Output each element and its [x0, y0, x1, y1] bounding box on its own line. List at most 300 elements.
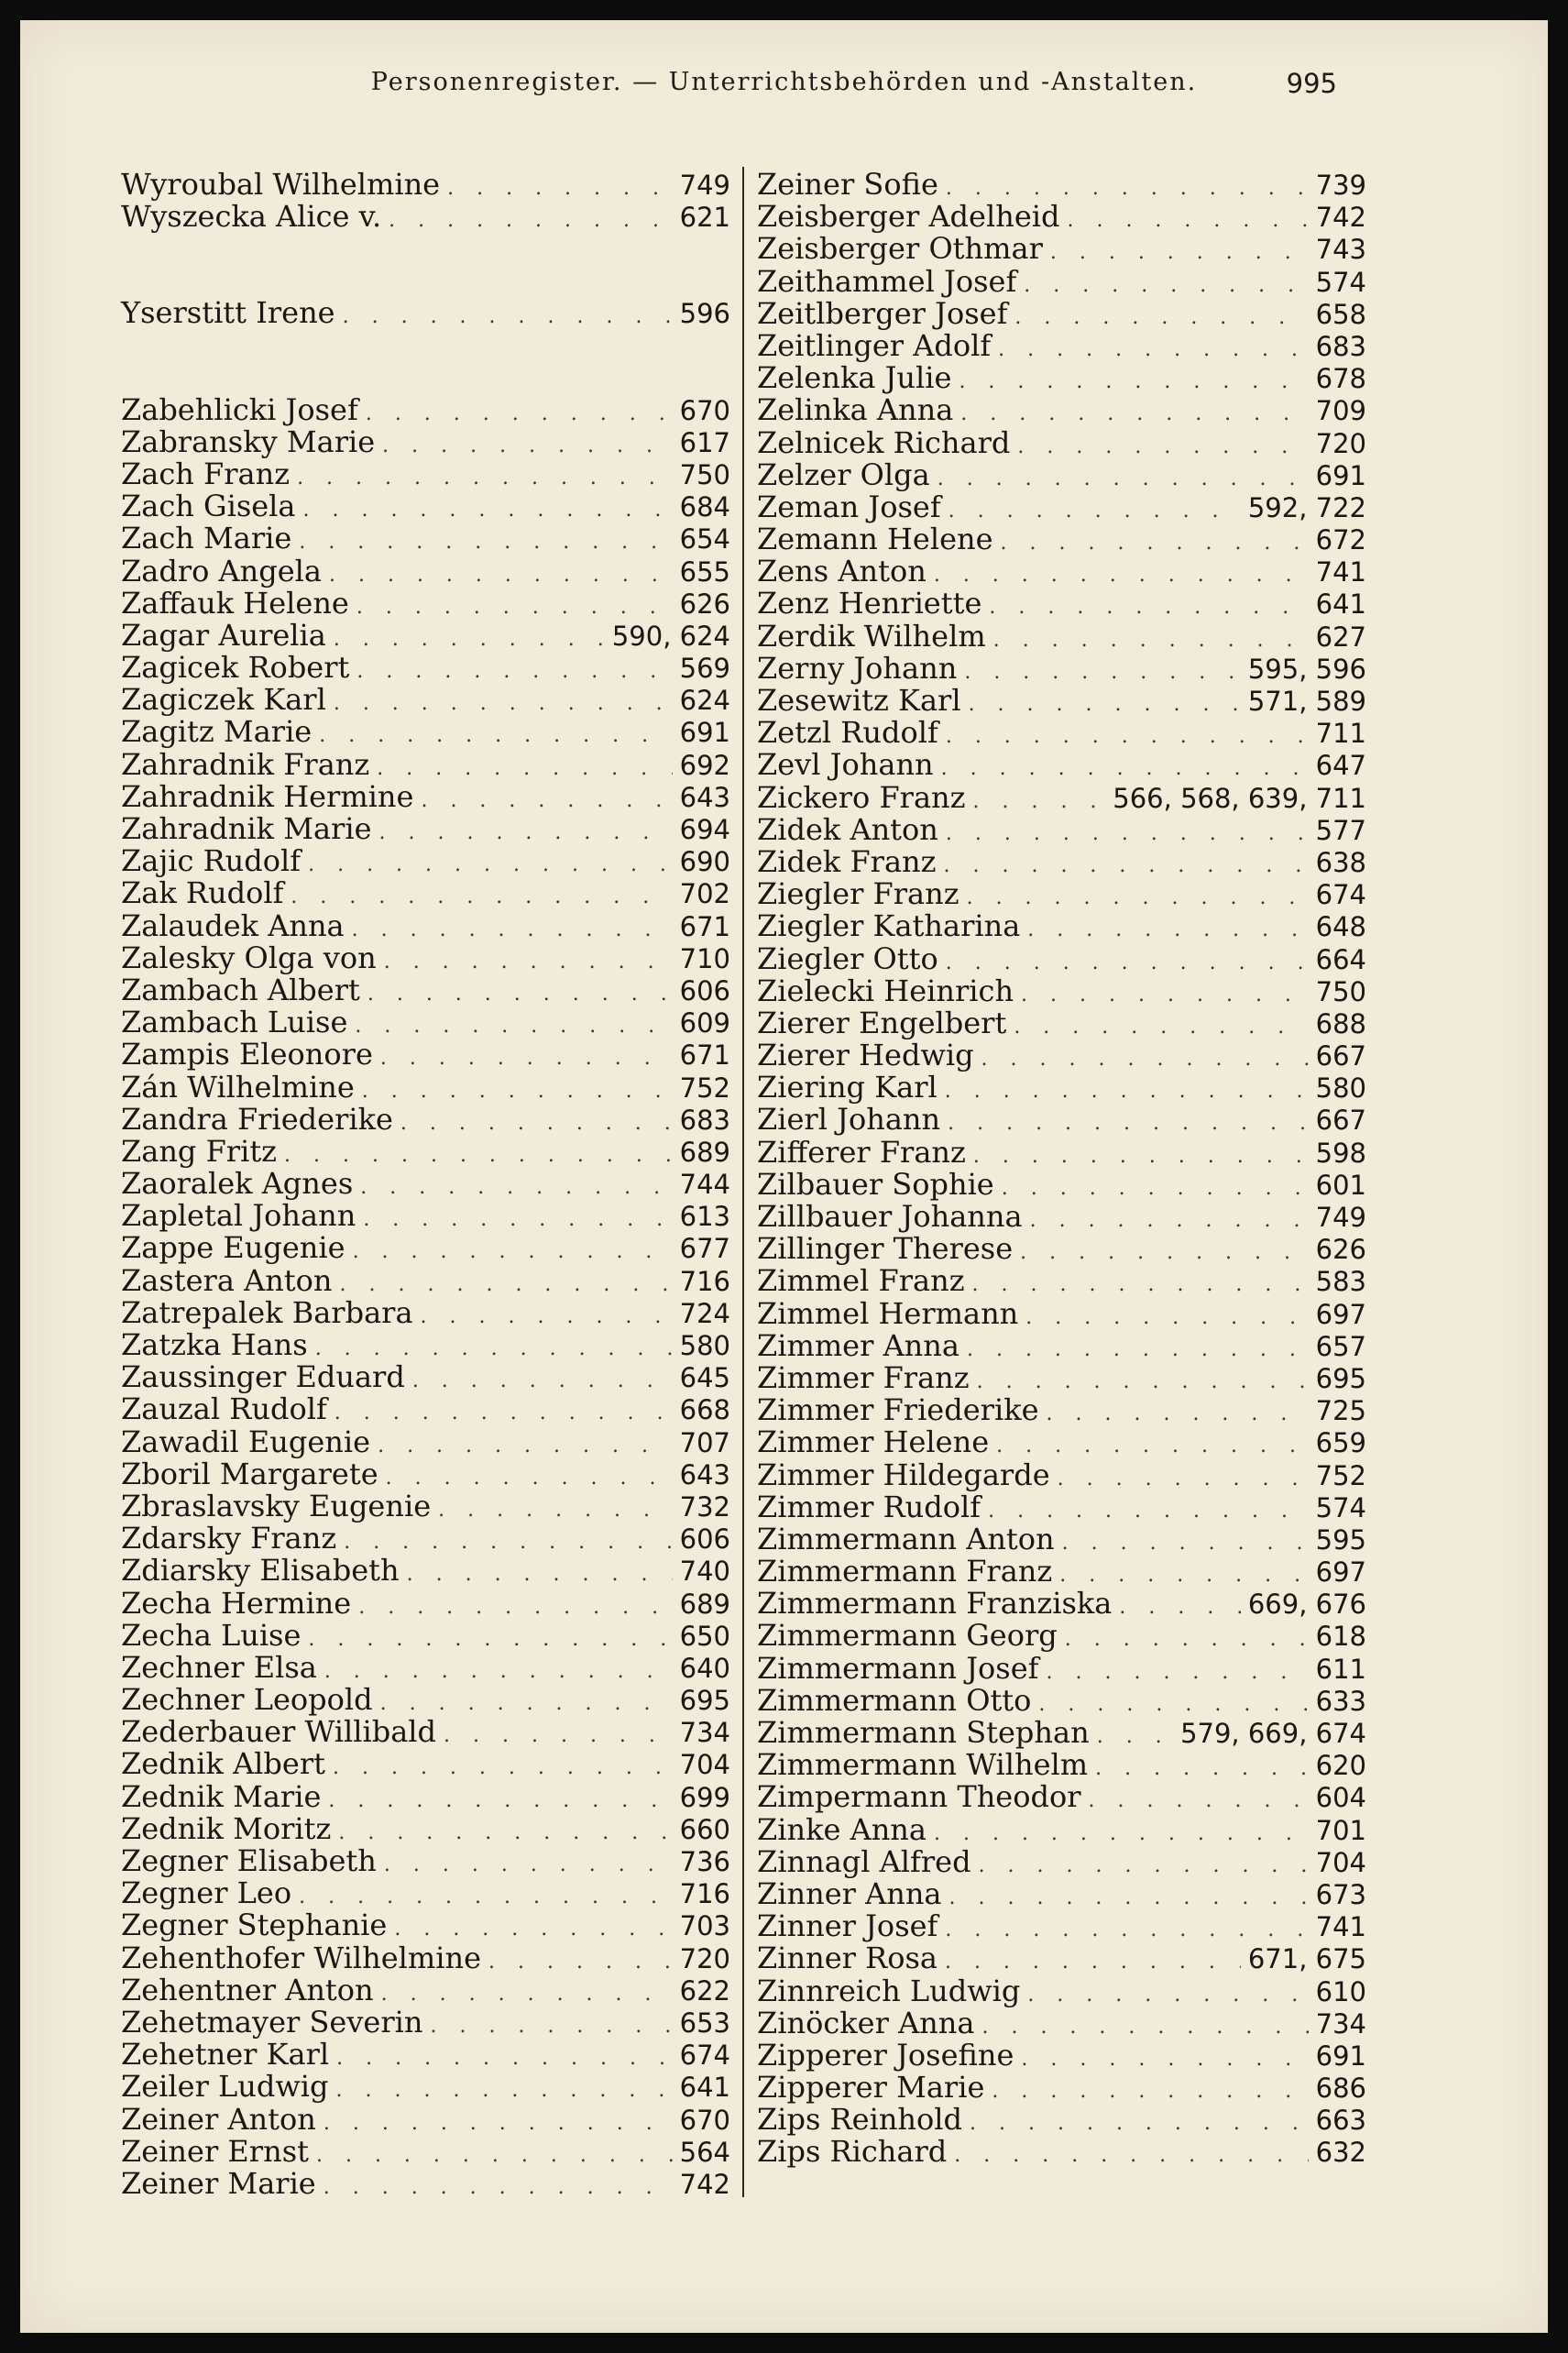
leader-dots	[1058, 1468, 1309, 1490]
index-entry	[121, 682, 730, 718]
leader-dots	[989, 596, 1308, 619]
entry-name: Zeiner Marie	[121, 2165, 316, 2201]
leader-dots	[421, 789, 672, 812]
index-entry	[757, 1166, 1366, 1202]
entry-name: Zeithammel Josef	[757, 263, 1017, 299]
index-group-w	[121, 167, 730, 235]
leader-dots	[1095, 1757, 1309, 1780]
index-entry	[121, 875, 730, 911]
entry-pages: 633	[1315, 1685, 1366, 1717]
leader-dots	[934, 564, 1309, 587]
leader-dots	[973, 1145, 1309, 1168]
entry-name: Zinner Anna	[757, 1875, 942, 1911]
leader-dots	[355, 1015, 672, 1038]
index-entry	[121, 1424, 730, 1457]
entry-pages: 611	[1315, 1653, 1366, 1685]
entry-pages: 670	[679, 2104, 730, 2136]
entry-name: Zimmer Anna	[757, 1327, 959, 1363]
entry-name: Zampis Eleonore	[121, 1037, 373, 1072]
leader-dots	[323, 2176, 673, 2199]
leader-dots	[343, 305, 673, 328]
entry-name: Zimmermann Franz	[757, 1554, 1053, 1589]
leader-dots	[1021, 2048, 1308, 2071]
entry-name: Zehenthofer Wilhelmine	[121, 1940, 482, 1975]
index-entry	[757, 1199, 1366, 1234]
leader-dots	[945, 1080, 1309, 1103]
leader-dots	[946, 951, 1309, 974]
entry-name: Ziegler Katharina	[757, 908, 1021, 944]
entry-name: Zips Richard	[757, 2134, 948, 2170]
leader-dots	[949, 1886, 1309, 1909]
entry-name: Zeman Josef	[757, 489, 941, 524]
entry-pages: 709	[1315, 395, 1366, 427]
leader-dots	[394, 1918, 672, 1941]
index-entry	[757, 1231, 1366, 1267]
leader-dots	[338, 1821, 672, 1844]
leader-dots	[970, 2112, 1309, 2135]
entry-pages: 707	[679, 1426, 730, 1458]
entry-pages: 671, 675	[1247, 1943, 1366, 1975]
index-entry	[121, 585, 730, 621]
entry-pages: 647	[1315, 750, 1366, 782]
leader-dots	[944, 854, 1309, 877]
leader-dots	[1038, 1693, 1308, 1716]
entry-pages: 724	[679, 1297, 730, 1329]
leader-dots	[382, 434, 672, 457]
index-entry	[757, 779, 1366, 815]
index-entry	[121, 778, 730, 814]
entry-name: Zednik Albert	[121, 1746, 325, 1782]
entry-pages: 744	[679, 1169, 730, 1201]
entry-name: Zehetner Karl	[121, 2037, 330, 2073]
index-entry	[121, 1617, 730, 1653]
entry-pages: 684	[679, 491, 730, 523]
entry-name: Zecha Luise	[121, 1617, 302, 1653]
entry-pages: 669, 676	[1247, 1589, 1366, 1621]
entry-name: Zeiner Ernst	[121, 2133, 309, 2169]
entry-name: Zimmer Friederike	[757, 1392, 1039, 1428]
entry-pages: 595	[1315, 1523, 1366, 1556]
index-entry	[757, 683, 1366, 718]
entry-pages: 741	[1315, 1911, 1366, 1943]
entry-name: Zabehlicki Josef	[121, 391, 358, 427]
entry-name: Zahradnik Hermine	[121, 778, 414, 814]
entry-name: Zimmel Hermann	[757, 1295, 1019, 1331]
leader-dots	[444, 1724, 673, 1747]
entry-name: Zimmer Rudolf	[757, 1489, 981, 1524]
entry-pages: 690	[679, 846, 730, 878]
index-entry	[757, 1908, 1366, 1944]
index-entry	[757, 167, 1366, 202]
index-entry	[121, 1359, 730, 1395]
index-entry	[121, 714, 730, 750]
index-entry	[757, 424, 1366, 460]
index-entry	[121, 1521, 730, 1556]
entry-pages: 752	[1315, 1459, 1366, 1491]
entry-name: Zelzer Olga	[757, 456, 930, 492]
entry-pages: 697	[1315, 1556, 1366, 1589]
index-entry	[757, 747, 1366, 783]
entry-pages: 703	[679, 1910, 730, 1942]
index-entry	[757, 2006, 1366, 2038]
entry-pages: 574	[1315, 266, 1366, 298]
entry-pages: 598	[1315, 1137, 1366, 1169]
leader-dots	[959, 370, 1308, 393]
index-entry	[121, 1489, 730, 1521]
index-entry	[121, 1101, 730, 1137]
index-entry	[121, 1746, 730, 1782]
index-entry	[757, 843, 1366, 879]
entry-name: Zimmermann Anton	[757, 1521, 1055, 1556]
entry-name: Zielecki Heinrich	[757, 973, 1014, 1008]
leader-dots	[362, 1080, 673, 1103]
index-entry	[757, 1682, 1366, 1718]
leader-dots	[969, 693, 1241, 716]
leader-dots	[1025, 1306, 1308, 1329]
leader-dots	[946, 177, 1309, 200]
entry-pages: 670	[679, 394, 730, 426]
entry-pages: 686	[1315, 2073, 1366, 2105]
entry-name: Zens Anton	[757, 554, 927, 589]
entry-name: Zetzl Rudolf	[757, 715, 938, 751]
entry-name: Zinke Anna	[757, 1811, 927, 1847]
index-entry	[121, 1649, 730, 1685]
entry-name: Zierer Hedwig	[757, 1038, 974, 1073]
entry-name: Zahradnik Marie	[121, 811, 372, 846]
index-entry	[757, 586, 1366, 621]
leader-dots	[438, 1499, 673, 1522]
leader-dots	[981, 2016, 1308, 2039]
entry-name: Zidek Franz	[757, 843, 937, 879]
leader-dots	[334, 628, 605, 651]
entry-name: Zagicek Robert	[121, 650, 350, 686]
entry-name: Zegner Elisabeth	[121, 1843, 377, 1878]
index-entry	[121, 1843, 730, 1878]
leader-dots	[319, 724, 672, 747]
entry-name: Wyroubal Wilhelmine	[121, 167, 441, 202]
leader-dots	[352, 918, 673, 941]
index-entry	[121, 1005, 730, 1040]
index-entry	[757, 1941, 1366, 1976]
leader-dots	[356, 596, 673, 619]
index-entry	[121, 295, 730, 331]
leader-dots	[299, 531, 672, 554]
entry-pages: 648	[1315, 911, 1366, 943]
entry-name: Zimmermann Franziska	[757, 1586, 1113, 1622]
leader-dots	[379, 821, 673, 844]
entry-pages: 609	[679, 1007, 730, 1039]
index-entry	[121, 2165, 730, 2201]
leader-dots	[948, 1112, 1309, 1135]
entry-name: Zillinger Therese	[757, 1231, 1014, 1267]
index-entry	[757, 1006, 1366, 1038]
entry-name: Zandra Friederike	[121, 1101, 393, 1137]
leader-dots	[1030, 1209, 1309, 1232]
entry-pages: 626	[1315, 1234, 1366, 1266]
index-entry	[121, 940, 730, 973]
entry-pages: 583	[1315, 1266, 1366, 1298]
entry-pages: 749	[679, 170, 730, 201]
leader-dots	[945, 1951, 1241, 1974]
leader-dots	[316, 2144, 673, 2167]
leader-dots	[1089, 1789, 1309, 1812]
group-spacer	[121, 328, 730, 392]
entry-pages: 626	[679, 588, 730, 620]
index-entry	[757, 1392, 1366, 1428]
index-entry	[121, 554, 730, 586]
entry-pages: 678	[1315, 363, 1366, 395]
entry-name: Zelenka Julie	[757, 360, 952, 396]
leader-dots	[1017, 435, 1308, 458]
entry-name: Zinner Rosa	[757, 1941, 938, 1976]
entry-pages: 632	[1315, 2137, 1366, 2169]
entry-pages: 674	[679, 2040, 730, 2072]
leader-dots	[977, 1370, 1309, 1393]
entry-pages: 732	[679, 1490, 730, 1523]
leader-dots	[447, 177, 673, 200]
leader-dots	[358, 1596, 672, 1619]
index-entry	[757, 522, 1366, 557]
leader-dots	[329, 564, 673, 587]
leader-dots	[1021, 984, 1309, 1006]
leader-dots	[333, 1756, 673, 1779]
entry-name: Zidek Anton	[757, 811, 938, 847]
entry-name: Zimmermann Wilhelm	[757, 1747, 1089, 1783]
index-entry	[121, 1908, 730, 1943]
entry-name: Zinnreich Ludwig	[757, 1973, 1021, 2008]
index-entry	[121, 2133, 730, 2169]
leader-dots	[1020, 1241, 1308, 1264]
leader-dots	[431, 2015, 673, 2038]
index-entry	[757, 1295, 1366, 1331]
entry-pages: 697	[1315, 1298, 1366, 1330]
entry-pages: 750	[1315, 975, 1366, 1007]
entry-name: Zastera Anton	[121, 1262, 333, 1298]
entry-name: Zaussinger Eduard	[121, 1359, 405, 1395]
leader-dots	[998, 338, 1308, 361]
leader-dots	[328, 1789, 672, 1812]
entry-pages: 577	[1315, 814, 1366, 846]
index-group-z	[121, 392, 730, 2199]
leader-dots	[1062, 1532, 1309, 1555]
entry-name: Zimpermann Theodor	[757, 1779, 1081, 1815]
entry-name: Zabransky Marie	[121, 423, 376, 459]
entry-name: Zach Franz	[121, 456, 291, 491]
entry-name: Zenz Henriette	[757, 586, 982, 621]
index-entry	[757, 1618, 1366, 1654]
entry-name: Zips Reinhold	[757, 2102, 963, 2138]
entry-pages: 606	[679, 1523, 730, 1556]
entry-name: Zednik Marie	[121, 1778, 322, 1814]
entry-pages: 579, 669, 674	[1180, 1718, 1366, 1749]
entry-pages: 564	[679, 2136, 730, 2168]
entry-name: Zednik Moritz	[121, 1810, 332, 1846]
index-entry	[121, 1714, 730, 1750]
entry-name: Zambach Luise	[121, 1005, 348, 1040]
leader-dots	[344, 1531, 672, 1554]
entry-name: Zeiner Sofie	[757, 167, 938, 202]
entry-name: Zach Marie	[121, 521, 292, 556]
entry-pages: 720	[679, 1942, 730, 1974]
entry-pages: 689	[679, 1136, 730, 1168]
entry-name: Zilbauer Sophie	[757, 1166, 994, 1202]
entry-pages: 750	[679, 458, 730, 490]
index-entry	[121, 1875, 730, 1911]
leader-dots	[1050, 241, 1309, 264]
entry-pages: 695	[1315, 1362, 1366, 1394]
entry-name: Zinöcker Anna	[757, 2005, 975, 2040]
leader-dots	[1047, 1661, 1309, 1684]
leader-dots	[336, 2079, 673, 2102]
index-entry	[121, 1810, 730, 1846]
entry-pages: 610	[1315, 1975, 1366, 2007]
index-entry	[757, 2037, 1366, 2073]
index-entry	[121, 1294, 730, 1330]
entry-name: Zehentner Anton	[121, 1972, 374, 2007]
index-entry	[121, 2101, 730, 2137]
entry-pages: 571, 589	[1247, 686, 1366, 717]
entry-name: Zemann Helene	[757, 522, 993, 557]
column-divider	[742, 167, 744, 2197]
entry-name: Zdiarsky Elisabeth	[121, 1553, 400, 1589]
index-entry	[121, 1457, 730, 1489]
entry-pages: 574	[1315, 1491, 1366, 1523]
leader-dots	[299, 1886, 673, 1908]
leader-dots	[334, 1402, 673, 1424]
entry-pages: 674	[1315, 879, 1366, 911]
entry-name: Zach Gisela	[121, 489, 296, 524]
index-entry	[757, 650, 1366, 686]
leader-dots	[380, 1047, 673, 1070]
entry-pages: 566, 568, 639, 711	[1113, 782, 1366, 814]
index-entry	[757, 1843, 1366, 1879]
entry-pages: 740	[679, 1556, 730, 1588]
index-entry	[121, 746, 730, 782]
entry-name: Zerny Johann	[757, 650, 958, 686]
index-entry	[121, 2069, 730, 2105]
entry-name: Zelinka Anna	[757, 392, 954, 428]
entry-pages: 742	[1315, 202, 1366, 234]
entry-pages: 613	[679, 1201, 730, 1233]
entry-name: Zatzka Hans	[121, 1327, 308, 1362]
entry-name: Zelnicek Richard	[757, 424, 1011, 460]
leader-dots	[946, 822, 1309, 845]
leader-dots	[381, 1983, 673, 2006]
index-entry	[121, 1166, 730, 1202]
index-entry	[757, 489, 1366, 522]
running-title: Personenregister. — Unterrichtsbehörden und -Anstalten.	[370, 68, 1198, 96]
leader-dots	[973, 790, 1106, 813]
index-entry	[121, 1682, 730, 1718]
leader-dots	[1027, 1984, 1308, 2007]
entry-pages: 668	[679, 1394, 730, 1426]
index-entry	[757, 876, 1366, 912]
entry-name: Zaffauk Helene	[121, 585, 349, 621]
entry-name: Zechner Leopold	[121, 1682, 373, 1718]
entry-pages: 645	[679, 1362, 730, 1394]
index-entry	[121, 391, 730, 427]
leader-dots	[948, 500, 1241, 522]
entry-name: Zapletal Johann	[121, 1198, 356, 1234]
index-entry	[757, 1424, 1366, 1460]
entry-pages: 654	[679, 523, 730, 555]
leader-dots	[386, 1467, 673, 1490]
entry-pages: 641	[679, 2072, 730, 2104]
entry-pages: 691	[1315, 459, 1366, 491]
leader-dots	[315, 1337, 673, 1360]
index-entry	[757, 392, 1366, 428]
entry-name: Zauzal Rudolf	[121, 1391, 327, 1427]
leader-dots	[1067, 209, 1308, 232]
index-entry	[121, 456, 730, 489]
index-page	[20, 20, 1548, 2333]
leader-dots	[378, 1435, 673, 1457]
index-entry	[757, 263, 1366, 299]
entry-name: Zimmermann Georg	[757, 1618, 1058, 1654]
page-header	[20, 68, 1548, 104]
index-entry	[121, 843, 730, 879]
leader-dots	[363, 1208, 672, 1231]
index-entry	[121, 907, 730, 943]
entry-pages: 624	[679, 685, 730, 717]
index-entry	[757, 1554, 1366, 1589]
entry-name: Zak Rudolf	[121, 875, 284, 911]
index-entry	[757, 1875, 1366, 1911]
leader-dots	[384, 951, 673, 973]
index-entry	[121, 1230, 730, 1266]
entry-name: Zeisberger Adelheid	[757, 199, 1060, 235]
leader-dots	[356, 660, 672, 683]
entry-pages: 659	[1315, 1427, 1366, 1459]
index-entry	[757, 1650, 1366, 1686]
entry-name: Zahradnik Franz	[121, 746, 370, 782]
index-entry	[757, 1263, 1366, 1299]
leader-dots	[934, 1822, 1309, 1845]
leader-dots	[377, 757, 672, 780]
entry-pages: 704	[679, 1749, 730, 1781]
index-entry	[757, 456, 1366, 492]
leader-dots	[488, 1951, 673, 1974]
entry-name: Zeiner Anton	[121, 2101, 316, 2137]
entry-pages: 657	[1315, 1330, 1366, 1362]
leader-dots	[1014, 1016, 1308, 1039]
entry-name: Zimmer Hildegarde	[757, 1457, 1050, 1492]
index-entry	[757, 327, 1366, 363]
group-spacer	[121, 231, 730, 295]
leader-dots	[400, 1112, 673, 1135]
leader-dots	[336, 2047, 673, 2070]
leader-dots	[996, 1435, 1309, 1457]
entry-pages: 640	[679, 1652, 730, 1684]
entry-pages: 604	[1315, 1782, 1366, 1814]
entry-pages: 691	[679, 717, 730, 749]
entry-pages: 710	[679, 942, 730, 974]
index-entry	[121, 1198, 730, 1234]
entry-pages: 667	[1315, 1105, 1366, 1137]
entry-name: Zajic Rudolf	[121, 843, 302, 879]
entry-name: Zimmermann Josef	[757, 1650, 1039, 1686]
index-entry	[757, 1038, 1366, 1073]
entry-pages: 743	[1315, 234, 1366, 266]
leader-dots	[967, 1338, 1309, 1361]
index-entry	[121, 973, 730, 1005]
index-entry	[757, 554, 1366, 589]
index-entry	[121, 1973, 730, 2005]
leader-dots	[384, 1853, 673, 1876]
entry-pages: 716	[679, 1265, 730, 1297]
entry-name: Zagitz Marie	[121, 714, 313, 750]
entry-name: Zehetmayer Severin	[121, 2004, 423, 2040]
